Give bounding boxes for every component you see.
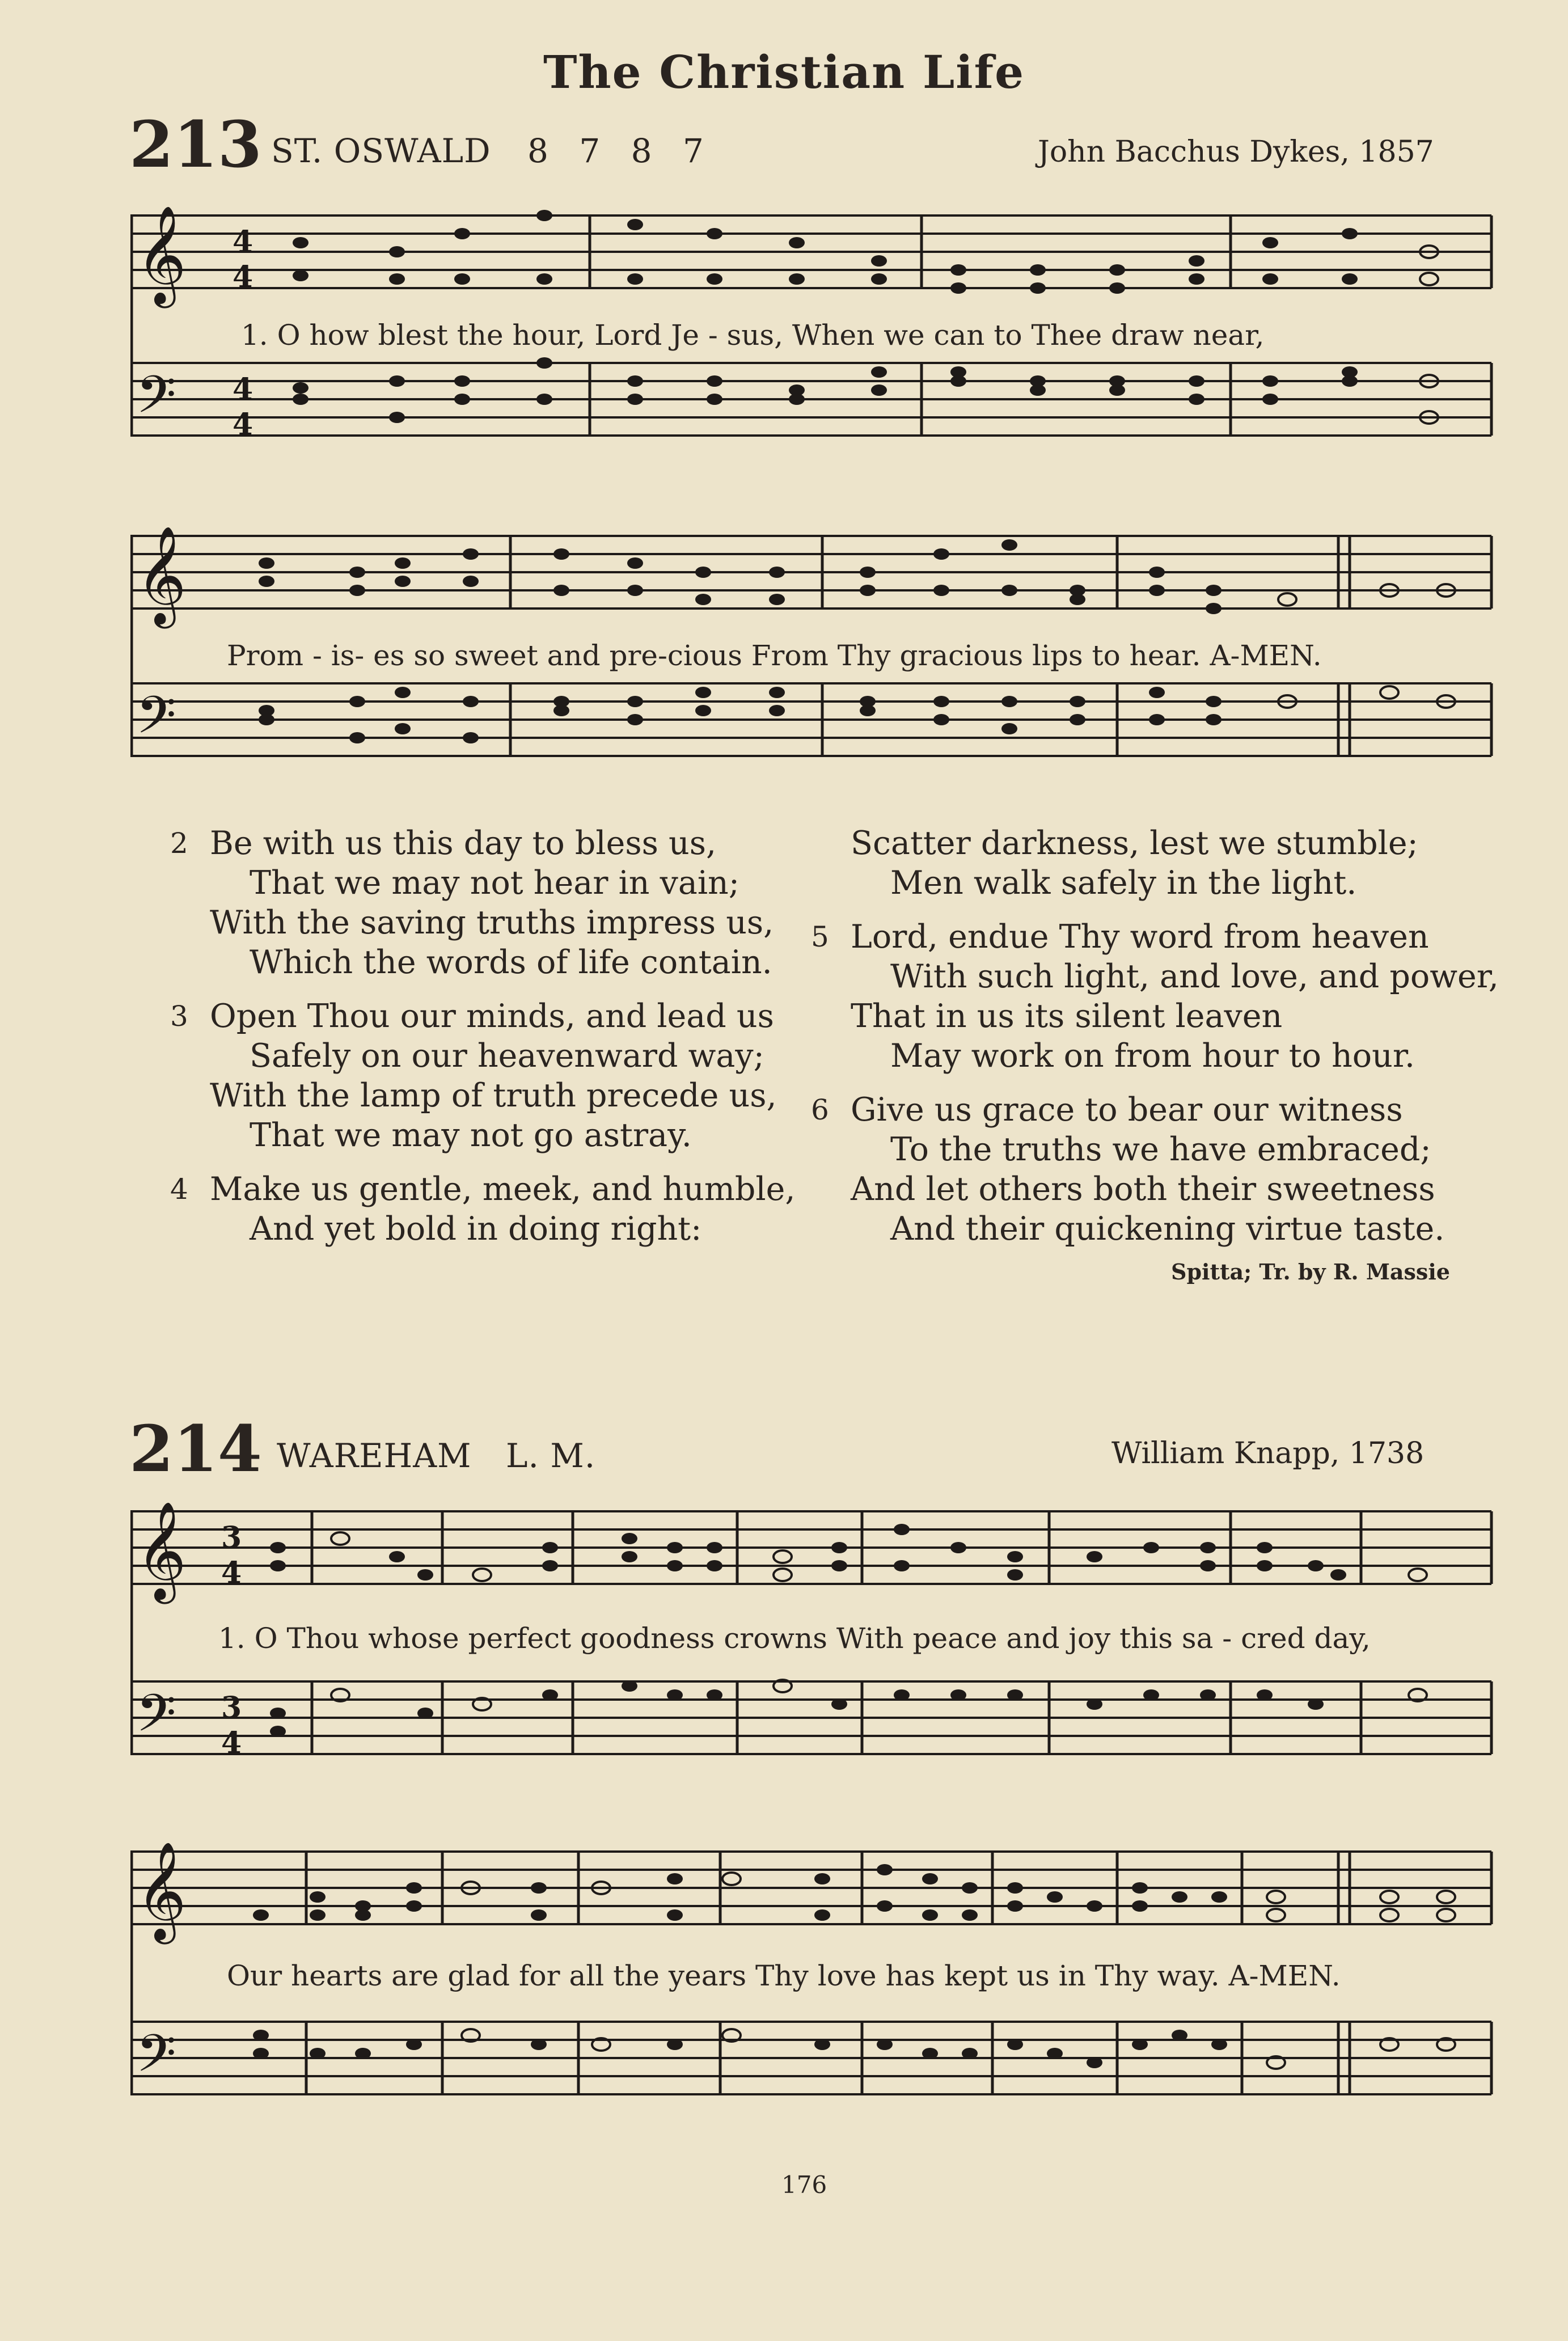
verse-number: 5	[811, 920, 829, 953]
treble-clef-icon: 𝄞	[136, 1501, 187, 1600]
verse-number: 3	[170, 1000, 188, 1033]
verse-4-continued	[851, 823, 1499, 903]
verse-block-left	[170, 823, 796, 1249]
bass-clef-icon: 𝄢	[136, 1683, 176, 1756]
svg-text:3: 3	[221, 1520, 242, 1555]
verse-number: 6	[811, 1093, 829, 1126]
svg-text:4: 4	[221, 1556, 242, 1590]
verse-6	[811, 1090, 1499, 1249]
translation-credit: Spitta; Tr. by R. Massie	[1171, 1259, 1450, 1284]
composer-213: John Bacchus Dykes, 1857	[1038, 135, 1434, 169]
verse-line: Open Thou our minds, and lead us	[210, 998, 774, 1035]
verse-line: Give us grace to bear our witness	[851, 1091, 1403, 1129]
verse-number: 2	[170, 827, 188, 860]
verse-line: Which the words of life contain.	[250, 944, 772, 981]
page-number: 176	[781, 2171, 827, 2199]
verse-number: 4	[170, 1173, 188, 1206]
lyrics-213-line-2: Prom - is- es so sweet and pre-cious From Thy gracious lips to hear. A-MEN.	[227, 639, 1322, 672]
verse-line: Men walk safely in the light.	[890, 864, 1357, 902]
hymn-number-214: 214	[129, 1412, 262, 1486]
tune-name-213: ST. OSWALD	[271, 132, 491, 170]
section-title: The Christian Life	[543, 45, 1025, 99]
bass-staff	[130, 363, 1491, 436]
verse-line: Safely on our heavenward way;	[250, 1037, 764, 1075]
lyrics-213-line-1: 1. O how blest the hour, Lord Je - sus, When we can to Thee draw near,	[241, 319, 1265, 352]
verse-line: With the saving truths impress us,	[210, 904, 774, 941]
verse-3	[170, 996, 796, 1155]
svg-text:4: 4	[233, 225, 253, 259]
lyrics-214-line-2: Our hearts are glad for all the years Thy love has kept us in Thy way. A-MEN.	[227, 1959, 1341, 1992]
verse-line: To the truths we have embraced;	[890, 1131, 1431, 1168]
bass-clef-icon: 𝄢	[136, 685, 176, 758]
verse-line: And their quickening virtue taste.	[890, 1210, 1445, 1248]
verse-line: Be with us this day to bless us,	[210, 825, 717, 862]
meter-213: 8 7 8 7	[527, 132, 714, 170]
composer-214: William Knapp, 1738	[1111, 1436, 1425, 1470]
treble-clef-icon: 𝄞	[136, 1841, 187, 1940]
verse-line: With the lamp of truth precede us,	[210, 1077, 777, 1114]
verse-block-right	[811, 823, 1499, 1249]
meter-214: L. M.	[506, 1436, 596, 1475]
verse-line: May work on from hour to hour.	[890, 1037, 1415, 1075]
treble-staff	[130, 215, 1491, 288]
treble-clef-icon: 𝄞	[136, 526, 187, 624]
svg-text:4: 4	[221, 1726, 242, 1760]
bass-clef-icon: 𝄢	[136, 2023, 176, 2096]
verse-line: And yet bold in doing right:	[250, 1210, 702, 1248]
treble-clef-icon: 𝄞	[136, 205, 187, 304]
verse-line: That we may not go astray.	[250, 1117, 692, 1154]
verse-5	[811, 917, 1499, 1076]
verse-line: And let others both their sweetness	[851, 1170, 1435, 1208]
notes	[293, 210, 1438, 424]
verse-4	[170, 1169, 796, 1249]
tune-name-214: WAREHAM	[277, 1436, 472, 1475]
svg-text:4: 4	[233, 260, 253, 294]
svg-text:4: 4	[233, 372, 253, 407]
lyrics-214-line-1: 1. O Thou whose perfect goodness crowns With peace and joy this sa - cred day,	[218, 1622, 1371, 1655]
svg-text:4: 4	[233, 407, 253, 442]
verse-line: That we may not hear in vain;	[250, 864, 739, 902]
verse-2	[170, 823, 796, 982]
verse-line: Lord, endue Thy word from heaven	[851, 918, 1429, 956]
bass-clef-icon: 𝄢	[136, 365, 176, 437]
verse-line: That in us its silent leaven	[851, 998, 1283, 1035]
hymn-number-213: 213	[129, 108, 262, 182]
svg-text:3: 3	[221, 1691, 242, 1725]
verse-line: With such light, and love, and power,	[890, 958, 1499, 995]
verse-line: Scatter darkness, lest we stumble;	[851, 825, 1418, 862]
verse-line: Make us gentle, meek, and humble,	[210, 1170, 796, 1208]
